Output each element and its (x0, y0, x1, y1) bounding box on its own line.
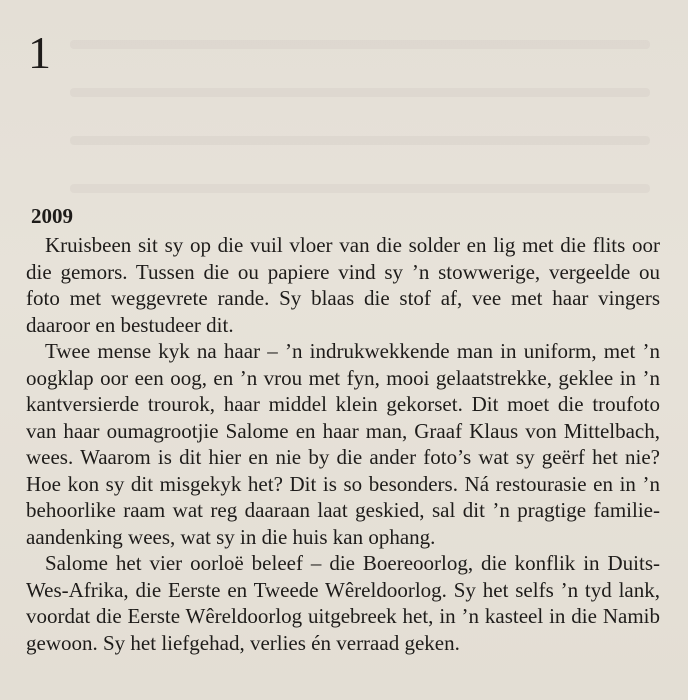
paragraph: Salome het vier oorloë beleef – die Boereoorlog, die konflik in Duits-Wes-Afrika, die Eerste en Tweede Wêreldoorlog. Sy het selfs ’n tyd lank, voordat die Eerste Wêreldoorlog uitgebreek het, in ’n kasteel in die Namib gewoon. Sy het liefgehad, verlies én verraad geken. (26, 551, 660, 655)
paragraph: Twee mense kyk na haar – ’n indrukwekkende man in uniform, met ’n oogklap oor een oog, en ’n vrou met fyn, mooi gelaatstrekke, geklee in ’n kantversierde trourok, haar middel klein gekorset. Dit moet die troufoto van haar oumagrootjie Salome en haar man, Graaf Klaus von Mittelbach, wees. Waarom is dit hier en nie by die ander foto’s wat sy geërf het nie? Hoe kon sy dit misgekyk het? Dit is so besonders. Ná restourasie en in ’n behoorlike raam wat reg daaraan laat geskied, sal dit ’n pragtige familie-aandenking wees, wat sy in die huis kan ophang. (26, 339, 660, 549)
chapter-body (26, 232, 660, 656)
chapter-number: 1 (28, 27, 51, 78)
bleed-through-shade (70, 184, 650, 193)
section-year-heading: 2009 (31, 204, 73, 228)
bleed-through-shade (70, 88, 650, 97)
bleed-through-shade (70, 40, 650, 49)
bleed-through-shade (70, 136, 650, 145)
paragraph: Kruisbeen sit sy op die vuil vloer van die solder en lig met die flits oor die gemors. Tussen die ou papiere vind sy ’n stowwerige, vergeelde ou foto met weggevrete rande. Sy blaas die stof af, vee met haar vingers daaroor en bestudeer dit. (26, 233, 660, 337)
